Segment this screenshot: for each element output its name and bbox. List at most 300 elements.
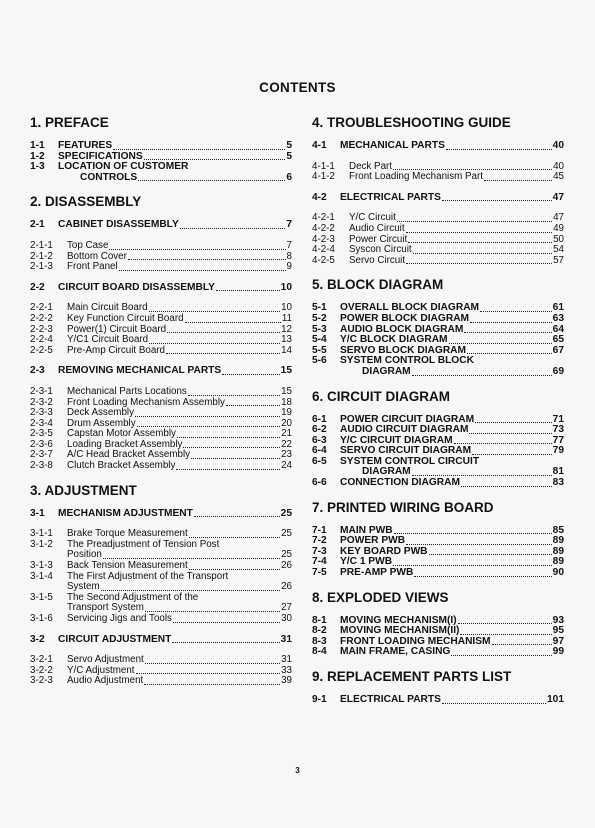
entry-label: Clutch Bracket Assembly (67, 460, 176, 472)
entry-number: 7-2 (312, 535, 327, 547)
entry-page: 89 (552, 556, 564, 568)
toc-entry (312, 172, 564, 183)
dot-leader (406, 232, 553, 233)
entry-number: 7-5 (312, 567, 327, 579)
entry-label: Front Panel (67, 261, 118, 273)
entry-page: 8 (286, 250, 292, 262)
entry-number: 1-1 (30, 140, 45, 151)
entry-label: The Preadjustment of Tension Post (67, 538, 220, 550)
entry-number: 2-1-3 (30, 261, 53, 273)
dot-leader (180, 228, 286, 229)
entry-page: 25 (281, 549, 292, 561)
section-title: 2. DISASSEMBLY (30, 194, 142, 210)
entry-label: Key Function Circuit Board (67, 312, 184, 324)
dot-leader (172, 642, 279, 643)
dot-leader (119, 270, 286, 271)
entry-number: 7-3 (312, 545, 327, 557)
entry-page: 71 (552, 413, 564, 425)
dot-leader (149, 343, 280, 344)
toc-entry (312, 695, 564, 706)
dot-leader (449, 343, 552, 344)
dot-leader (188, 395, 280, 396)
dot-leader (166, 353, 280, 354)
toc-entry-continuation (312, 367, 564, 378)
section-title: 8. EXPLODED VIEWS (312, 589, 449, 605)
dot-leader (412, 375, 552, 376)
entry-label: CIRCUIT BOARD DISASSEMBLY (58, 281, 215, 293)
entry-page: 26 (281, 581, 292, 593)
section-title: 1. PREFACE (30, 115, 109, 130)
dot-leader (464, 332, 551, 333)
entry-page: 67 (552, 344, 564, 356)
contents-left-column (30, 114, 292, 697)
toc-section (312, 589, 564, 658)
dot-leader (173, 622, 280, 623)
entry-label: ELECTRICAL PARTS (340, 694, 441, 705)
entry-number: 8-3 (312, 635, 327, 647)
entry-page: 6 (286, 171, 292, 183)
entry-page: 47 (552, 191, 564, 203)
dot-leader (136, 673, 281, 674)
entry-label: The First Adjustment of the Transport (67, 570, 229, 582)
entry-page: 63 (552, 312, 564, 324)
entry-page: 39 (281, 675, 292, 687)
entry-number: 1-3 (30, 161, 45, 173)
toc-entry (312, 314, 564, 325)
entry-number: 3-2 (30, 633, 45, 645)
entry-page: 85 (552, 524, 564, 536)
entry-label: MAIN PWB (340, 524, 393, 536)
entry-page: 13 (281, 334, 292, 346)
entry-label: Y/C BLOCK DIAGRAM (340, 334, 448, 346)
page-title: CONTENTS (259, 80, 336, 95)
entry-number: 8-1 (312, 614, 327, 626)
entry-label: Drum Assembly (67, 417, 136, 429)
entry-number: 2-2-3 (30, 323, 53, 335)
entry-group (312, 415, 564, 489)
entry-label: Power(1) Circuit Board (67, 323, 167, 335)
entry-page: 19 (281, 407, 292, 419)
entry-number: 9-1 (312, 694, 327, 705)
entry-label: Servicing Jigs and Tools (67, 613, 172, 624)
dot-leader (145, 611, 280, 612)
dot-leader (393, 169, 552, 170)
entry-page: 7 (286, 239, 292, 251)
entry-label: POWER BLOCK DIAGRAM (340, 312, 470, 324)
dot-leader (109, 249, 285, 250)
entry-group (312, 141, 564, 152)
dot-leader (222, 374, 279, 375)
entry-number: 2-2-5 (30, 344, 53, 356)
entry-group (30, 241, 292, 273)
entry-label: REMOVING MECHANICAL PARTS (58, 365, 222, 377)
entry-number: 2-2-1 (30, 302, 53, 314)
entry-group (312, 303, 564, 377)
entry-label: Back Tension Measurement (67, 560, 188, 572)
entry-page: 61 (552, 302, 564, 314)
entry-label: A/C Head Bracket Assembly (67, 449, 191, 461)
entry-number: 6-4 (312, 445, 327, 457)
dot-leader (469, 433, 551, 434)
toc-entry (30, 346, 292, 357)
entry-group (30, 220, 292, 231)
entry-number: 4-1-2 (312, 171, 335, 183)
entry-group (30, 283, 292, 294)
entry-page: 64 (552, 323, 564, 335)
entry-number: 5-5 (312, 344, 327, 356)
entry-page: 101 (547, 694, 564, 705)
entry-number: 6-6 (312, 477, 327, 489)
entry-number: 4-2-2 (312, 222, 335, 234)
dot-leader (472, 454, 552, 455)
dot-leader (149, 311, 281, 312)
entry-page: 31 (281, 654, 292, 666)
toc-entry (30, 366, 292, 377)
dot-leader (394, 533, 552, 534)
entry-number: 5-2 (312, 312, 327, 324)
entry-number: 2-3-6 (30, 438, 53, 450)
toc-section (312, 114, 564, 266)
entry-page: 12 (281, 323, 292, 335)
dot-leader (144, 159, 286, 160)
entry-group (312, 695, 564, 706)
entry-number: 6-2 (312, 424, 327, 436)
entry-number: 4-2-3 (312, 233, 335, 245)
dot-leader (226, 405, 280, 406)
entry-label: SYSTEM CONTROL CIRCUIT (340, 455, 480, 467)
entry-number: 6-5 (312, 455, 327, 467)
entry-page: 11 (281, 312, 292, 324)
entry-page: 18 (281, 396, 292, 408)
entry-label: MOVING MECHANISM(II) (340, 625, 460, 637)
entry-page: 89 (552, 545, 564, 557)
dot-leader (413, 253, 552, 254)
dot-leader (406, 544, 552, 545)
entry-page: 90 (552, 567, 564, 579)
entry-page: 25 (281, 528, 292, 540)
section-title: 3. ADJUSTMENT (30, 482, 137, 498)
toc-section (30, 482, 292, 687)
dot-leader (458, 623, 552, 624)
toc-entry (312, 457, 564, 468)
entry-number: 3-1-5 (30, 591, 53, 603)
entry-group (30, 366, 292, 377)
entry-group (30, 387, 292, 472)
entry-label: Bottom Cover (67, 250, 127, 262)
entry-number: 2-3-2 (30, 396, 53, 408)
entry-label: OVERALL BLOCK DIAGRAM (340, 302, 480, 314)
entry-page: 47 (553, 212, 564, 224)
entry-number: 1-2 (30, 150, 45, 162)
entry-label: Deck Part (349, 160, 393, 172)
entry-label: SPECIFICATIONS (58, 150, 143, 162)
entry-number: 5-1 (312, 302, 327, 314)
entry-group (312, 193, 564, 204)
toc-entry (30, 676, 292, 687)
entry-number: 3-1-3 (30, 560, 53, 572)
entry-number: 3-2-3 (30, 675, 53, 687)
toc-section (312, 276, 564, 377)
dot-leader (135, 416, 280, 417)
dot-leader (113, 149, 285, 150)
dot-leader (470, 322, 552, 323)
entry-group (312, 162, 564, 183)
entry-number: 4-1-1 (312, 160, 335, 172)
entry-page: 49 (553, 222, 564, 234)
entry-page: 27 (281, 602, 292, 614)
entry-label: SERVO BLOCK DIAGRAM (340, 344, 467, 356)
entry-label-continued: DIAGRAM (362, 365, 411, 377)
entry-number: 3-2-1 (30, 654, 53, 666)
toc-entry (312, 356, 564, 367)
entry-label: MOVING MECHANISM(I) (340, 614, 457, 626)
dot-leader (442, 703, 546, 704)
entry-label: Y/C 1 PWB (340, 556, 393, 568)
entry-number: 7-1 (312, 524, 327, 536)
entry-page: 77 (552, 434, 564, 446)
dot-leader (480, 311, 552, 312)
entry-page: 10 (280, 281, 292, 293)
entry-page: 25 (280, 507, 292, 519)
entry-page: 15 (281, 385, 292, 397)
dot-leader (216, 290, 280, 291)
entry-page: 5 (286, 140, 292, 151)
entry-page: 23 (281, 449, 292, 461)
entry-label: Capstan Motor Assembly (67, 428, 176, 440)
toc-entry (30, 635, 292, 646)
dot-leader (189, 569, 280, 570)
toc-entry (30, 162, 292, 173)
toc-section (312, 668, 564, 706)
dot-leader (183, 447, 280, 448)
toc-entry (312, 141, 564, 152)
entry-page: 10 (281, 302, 292, 314)
dot-leader (460, 634, 551, 635)
entry-page: 89 (552, 535, 564, 547)
entry-label: MECHANICAL PARTS (340, 140, 445, 151)
dot-leader (393, 565, 552, 566)
entry-label-continued: System (67, 581, 100, 593)
entry-label: The Second Adjustment of the (67, 591, 199, 603)
entry-page: 15 (280, 365, 292, 377)
entry-label: Y/C Adjustment (67, 664, 135, 676)
entry-page: 40 (553, 160, 564, 172)
entry-label: Servo Circuit (349, 254, 406, 266)
section-title: 4. TROUBLESHOOTING GUIDE (312, 115, 511, 130)
toc-entry (30, 220, 292, 231)
entry-label: Syscon Circuit (349, 244, 412, 256)
dot-leader (412, 475, 552, 476)
page-number: 3 (295, 766, 300, 775)
entry-number: 3-2-2 (30, 664, 53, 676)
entry-page: 24 (281, 460, 292, 472)
entry-page: 54 (553, 244, 564, 256)
entry-page: 33 (281, 664, 292, 676)
dot-leader (446, 149, 552, 150)
entry-page: 73 (552, 424, 564, 436)
entry-number: 3-1-1 (30, 528, 53, 540)
entry-group (30, 529, 292, 624)
entry-group (312, 213, 564, 266)
toc-section (30, 114, 292, 183)
toc-entry (30, 509, 292, 520)
entry-label: PRE-AMP PWB (340, 567, 414, 579)
entry-label-continued: Position (67, 549, 102, 561)
entry-page: 65 (552, 334, 564, 346)
dot-leader (484, 180, 552, 181)
toc-entry (30, 461, 292, 472)
entry-label: FRONT LOADING MECHANISM (340, 635, 491, 647)
entry-label: POWER CIRCUIT DIAGRAM (340, 413, 475, 425)
entry-page: 20 (281, 417, 292, 429)
dot-leader (138, 180, 285, 181)
entry-label: AUDIO CIRCUIT DIAGRAM (340, 424, 469, 436)
dot-leader (408, 242, 552, 243)
entry-label: Loading Bracket Assembly (67, 438, 183, 450)
dot-leader (144, 684, 280, 685)
toc-entry (30, 314, 292, 325)
entry-page: 5 (286, 150, 292, 162)
entry-label: Audio Circuit (349, 222, 405, 234)
entry-page: 81 (552, 466, 564, 478)
entry-label: Front Loading Mechanism Part (349, 171, 483, 183)
entry-page: 9 (286, 261, 292, 273)
dot-leader (454, 443, 552, 444)
entry-label: Main Circuit Board (67, 302, 148, 314)
entry-label: SERVO CIRCUIT DIAGRAM (340, 445, 472, 457)
dot-leader (176, 469, 280, 470)
entry-label: Top Case (67, 239, 109, 251)
entry-group (312, 616, 564, 658)
entry-number: 5-3 (312, 323, 327, 335)
entry-label: Mechanical Parts Locations (67, 385, 187, 397)
entry-group (30, 141, 292, 183)
entry-page: 93 (552, 614, 564, 626)
entry-label: MAIN FRAME, CASING (340, 646, 451, 658)
entry-label: MECHANISM ADJUSTMENT (58, 507, 193, 519)
toc-entry (312, 478, 564, 489)
section-title: 6. CIRCUIT DIAGRAM (312, 388, 450, 404)
toc-entry (312, 647, 564, 658)
section-title: 7. PRINTED WIRING BOARD (312, 499, 494, 515)
entry-number: 8-2 (312, 625, 327, 637)
entry-label: KEY BOARD PWB (340, 545, 428, 557)
entry-group (30, 303, 292, 356)
entry-label: CABINET DISASSEMBLY (58, 219, 179, 231)
toc-entry (30, 387, 292, 398)
entry-label: Brake Torque Measurement (67, 528, 188, 540)
toc-section (312, 388, 564, 489)
dot-leader (128, 259, 286, 260)
entry-number: 3-1 (30, 507, 45, 519)
entry-label-continued: Transport System (67, 602, 144, 614)
entry-label: LOCATION OF CUSTOMER (58, 161, 189, 173)
entry-group (312, 526, 564, 579)
toc-entry (312, 568, 564, 579)
dot-leader (397, 221, 552, 222)
entry-number: 4-2 (312, 191, 327, 203)
contents-right-column (312, 114, 564, 716)
entry-number: 2-3 (30, 365, 45, 377)
entry-page: 22 (281, 438, 292, 450)
entry-number: 8-4 (312, 646, 327, 658)
entry-page: 7 (286, 219, 292, 231)
section-title: 5. BLOCK DIAGRAM (312, 277, 444, 293)
entry-page: 40 (552, 140, 564, 151)
entry-group (30, 509, 292, 520)
entry-number: 4-1 (312, 140, 327, 151)
entry-page: 31 (280, 633, 292, 645)
entry-label-continued: CONTROLS (80, 171, 138, 183)
entry-number: 6-1 (312, 413, 327, 425)
dot-leader (492, 644, 552, 645)
toc-entry (30, 283, 292, 294)
dot-leader (451, 655, 551, 656)
entry-label: Y/C Circuit (349, 212, 396, 224)
toc-entry (30, 141, 292, 152)
entry-number: 4-2-4 (312, 244, 335, 256)
entry-label: Pre-Amp Circuit Board (67, 344, 165, 356)
dot-leader (101, 590, 280, 591)
dot-leader (191, 458, 280, 459)
entry-group (30, 655, 292, 687)
dot-leader (461, 486, 552, 487)
entry-number: 6-3 (312, 434, 327, 446)
entry-page: 50 (553, 233, 564, 245)
entry-number: 4-2-5 (312, 254, 335, 266)
entry-page: 21 (281, 428, 292, 440)
dot-leader (467, 353, 552, 354)
entry-number: 3-1-4 (30, 570, 53, 582)
entry-label: Y/C1 Circuit Board (67, 334, 149, 346)
dot-leader (137, 426, 281, 427)
entry-number: 2-1 (30, 219, 45, 231)
dot-leader (185, 322, 281, 323)
dot-leader (442, 200, 552, 201)
entry-page: 95 (552, 625, 564, 637)
entry-label: POWER PWB (340, 535, 406, 547)
entry-number: 2-3-5 (30, 428, 53, 440)
entry-page: 69 (552, 365, 564, 377)
entry-label: FEATURES (58, 140, 113, 151)
toc-entry (30, 241, 292, 252)
entry-number: 4-2-1 (312, 212, 335, 224)
entry-number: 2-2-2 (30, 312, 53, 324)
entry-label: SYSTEM CONTROL BLOCK (340, 355, 474, 367)
toc-entry (312, 224, 564, 235)
entry-number: 5-4 (312, 334, 327, 346)
dot-leader (429, 554, 552, 555)
entry-number: 3-1-2 (30, 538, 53, 550)
entry-number: 2-3-3 (30, 407, 53, 419)
entry-number: 5-6 (312, 355, 327, 367)
dot-leader (167, 332, 280, 333)
entry-number: 2-2 (30, 281, 45, 293)
entry-page: 57 (553, 254, 564, 266)
dot-leader (194, 516, 280, 517)
entry-page: 97 (552, 635, 564, 647)
dot-leader (145, 663, 280, 664)
entry-label: CIRCUIT ADJUSTMENT (58, 633, 172, 645)
entry-label: Y/C CIRCUIT DIAGRAM (340, 434, 453, 446)
toc-entry (30, 614, 292, 625)
dot-leader (177, 437, 280, 438)
entry-label: ELECTRICAL PARTS (340, 191, 441, 203)
entry-number: 2-2-4 (30, 334, 53, 346)
entry-page: 45 (553, 171, 564, 183)
dot-leader (414, 576, 551, 577)
dot-leader (189, 537, 280, 538)
